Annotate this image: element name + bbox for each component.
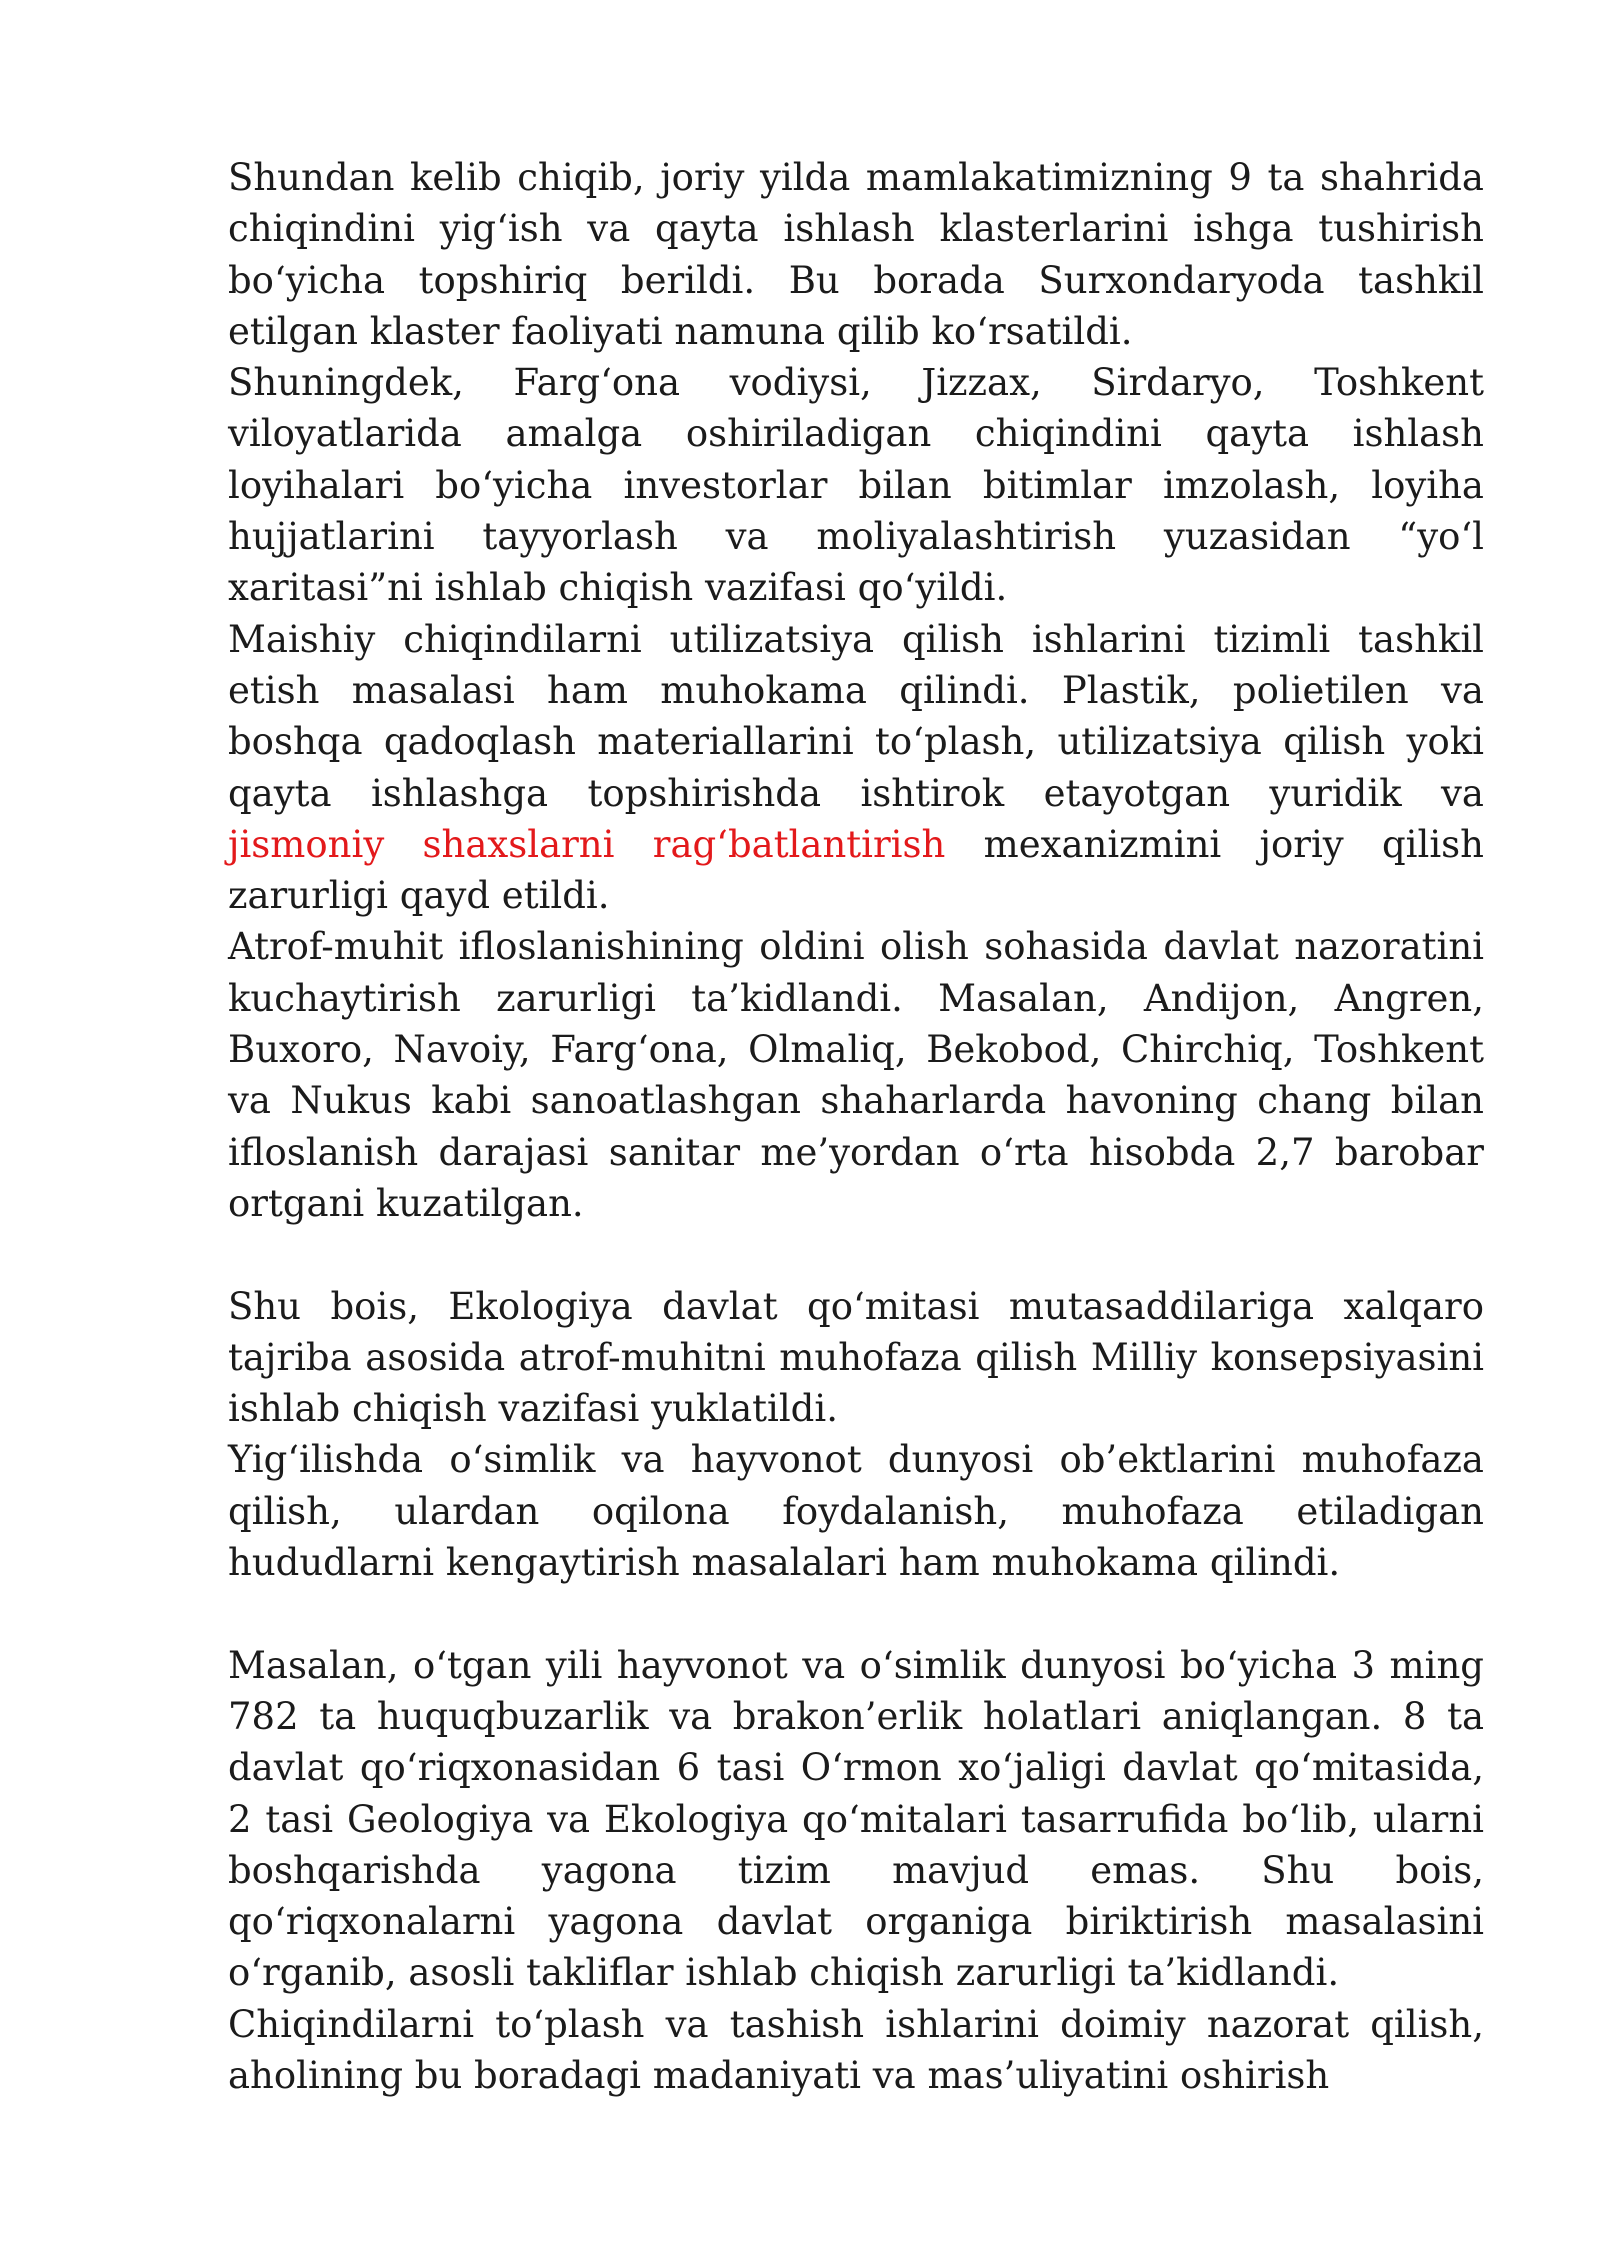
paragraph-7: Masalan, o‘tgan yili hayvonot va o‘simlik dunyosi bo‘yicha 3 ming 782 ta huquqbuzarlik va brakon’erlik holatlari aniqlangan. 8 ta davlat qo‘riqxonasidan 6 tasi O‘rmon xo‘jaligi davlat qo‘mitasida, 2 tasi Geologiya va Ekologiya qo‘mitalari tasarrufida bo‘lib, ularni boshqarishda yagona tizim mavjud emas. Shu bois, qo‘riqxonalarni yagona davlat organiga biriktirish masalasini o‘rganib, asosli takliflar ishlab chiqish zarurligi ta’kidlandi. xyxy=(228,1643,1484,1995)
paragraph-3-text-end: mexanizmini joriy qilish zarurligi qayd etildi. xyxy=(228,822,1484,918)
paragraph-4: Atrof-muhit ifloslanishining oldini olish sohasida davlat nazoratini kuchaytirish zarurligi ta’kidlandi. Masalan, Andijon, Angren, Buxoro, Navoiy, Farg‘ona, Olmaliq, Bekobod, Chirchiq, Toshkent va Nukus kabi sanoatlashgan shaharlarda havoning chang bilan ifloslanish darajasi sanitar me’yordan o‘rta hisobda 2,7 barobar ortgani kuzatilgan. xyxy=(228,925,1484,1225)
highlighted-phrase: jismoniy shaxslarni rag‘batlantirish xyxy=(228,822,946,866)
paragraph-1: Shundan kelib chiqib, joriy yilda mamlakatimizning 9 ta shahrida chiqindini yig‘ish va qayta ishlash klasterlarini ishga tushirish bo‘yicha topshiriq berildi. Bu borada Surxondaryoda tashkil etilgan klaster faoliyati namuna qilib ko‘rsatildi. xyxy=(228,156,1484,353)
paragraph-3 xyxy=(228,614,1484,922)
paragraph-6: Yig‘ilishda o‘simlik va hayvonot dunyosi ob’ektlarini muhofaza qilish, ulardan oqilona foydalanish, muhofaza etiladigan hududlarni kengaytirish masalalari ham muhokama qilindi. xyxy=(228,1438,1484,1585)
paragraph-spacer xyxy=(228,1588,1484,1639)
paragraph-8: Chiqindilarni to‘plash va tashish ishlarini doimiy nazorat qilish, aholining bu boradagi madaniyati va mas’uliyatini oshirish xyxy=(228,2002,1484,2097)
paragraph-2: Shuningdek, Farg‘ona vodiysi, Jizzax, Sirdaryo, Toshkent viloyatlarida amalga oshiriladigan chiqindini qayta ishlash loyihalari bo‘yicha investorlar bilan bitimlar imzolash, loyiha hujjatlarini tayyorlash va moliyalashtirish yuzasidan “yo‘l xaritasi”ni ishlab chiqish vazifasi qo‘yildi. xyxy=(228,361,1484,610)
paragraph-5: Shu bois, Ekologiya davlat qo‘mitasi mutasaddilariga xalqaro tajriba asosida atrof-muhitni muhofaza qilish Milliy konsepsiyasini ishlab chiqish vazifasi yuklatildi. xyxy=(228,1284,1484,1431)
document-body xyxy=(228,152,1484,2101)
paragraph-3-text-start: Maishiy chiqindilarni utilizatsiya qilish ishlarini tizimli tashkil etish masalasi ham muhokama qilindi. Plastik, polietilen va boshqa qadoqlash materiallarini to‘plash, utilizatsiya qilish yoki qayta ishlashga topshirishda ishtirok etayotgan yuridik va xyxy=(228,617,1484,815)
paragraph-spacer xyxy=(228,1229,1484,1280)
